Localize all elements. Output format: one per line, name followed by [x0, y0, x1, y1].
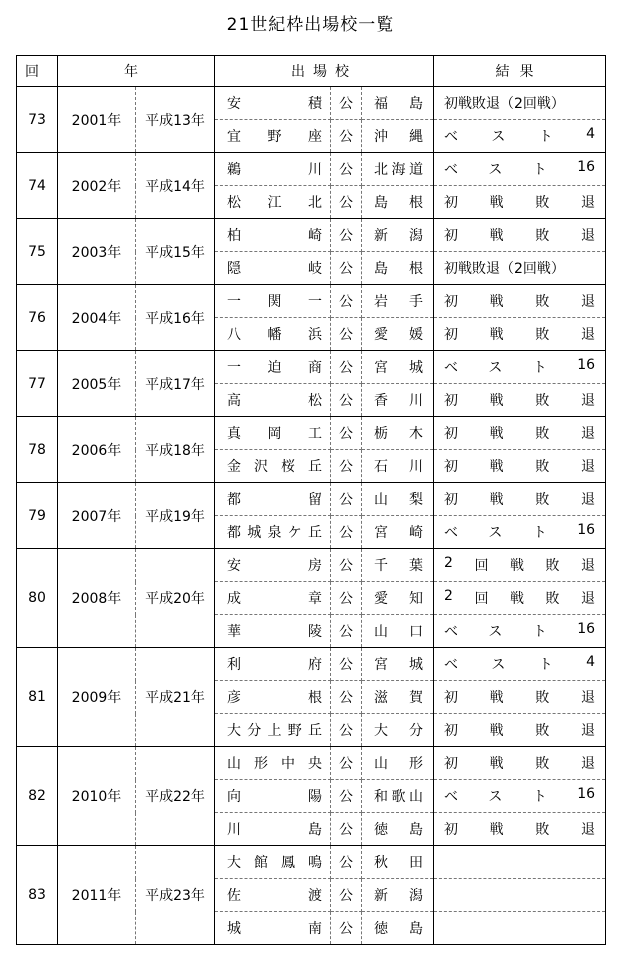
prefecture-cell: [362, 120, 434, 153]
school-name-cell: [215, 912, 331, 945]
round-cell: 75: [17, 219, 58, 285]
result-text: 初 戦 敗 退: [444, 492, 595, 508]
table-row: [17, 417, 606, 450]
school-name: 成 章: [227, 591, 322, 607]
public-label: 公: [331, 516, 362, 549]
prefecture-name: 愛 媛: [374, 327, 424, 343]
result-cell: [434, 780, 606, 813]
round-cell: 83: [17, 846, 58, 945]
public-label: 公: [331, 351, 362, 384]
school-name: 金 沢 桜 丘: [227, 459, 322, 475]
school-name: 大 分 上 野 丘: [227, 723, 322, 739]
result-text: 2 回 戦 敗 退: [444, 555, 595, 574]
result-text: 2 回 戦 敗 退: [444, 588, 595, 607]
round-cell: 77: [17, 351, 58, 417]
result-text: 初 戦 敗 退: [444, 756, 595, 772]
result-text: 初 戦 敗 退: [444, 822, 595, 838]
round-header: 回: [17, 56, 58, 87]
school-name: 鵜 川: [227, 162, 322, 178]
year-ad-cell: 2006年: [58, 417, 136, 483]
school-name: 彦 根: [227, 690, 322, 706]
prefecture-cell: [362, 846, 434, 879]
table-row: [17, 87, 606, 120]
result-cell: [434, 516, 606, 549]
school-name-cell: [215, 879, 331, 912]
round-cell: 80: [17, 549, 58, 648]
year-ad-cell: 2008年: [58, 549, 136, 648]
prefecture-cell: [362, 483, 434, 516]
result-text: ベ ス ト 16: [444, 621, 596, 640]
public-label: 公: [331, 450, 362, 483]
school-name: 一 関 一: [227, 294, 322, 310]
prefecture-name: 岩 手: [374, 294, 424, 310]
result-cell: [434, 186, 606, 219]
school-name: 城 南: [227, 921, 322, 937]
school-name-cell: [215, 318, 331, 351]
table-row: [17, 846, 606, 879]
result-text: 初 戦 敗 退: [444, 195, 595, 211]
public-label: 公: [331, 384, 362, 417]
result-cell: [434, 846, 606, 879]
school-name: 真 岡 工: [227, 426, 322, 442]
prefecture-name: 秋 田: [374, 855, 424, 871]
school-name: 高 松: [227, 393, 322, 409]
prefecture-name: 宮 城: [374, 657, 424, 673]
prefecture-name: 島 根: [374, 261, 424, 277]
prefecture-name: 愛 知: [374, 591, 424, 607]
result-cell: [434, 483, 606, 516]
school-name-cell: [215, 219, 331, 252]
school-name-cell: [215, 681, 331, 714]
result-cell: [434, 153, 606, 186]
prefecture-name: 山 形: [374, 756, 424, 772]
school-name: 山 形 中 央: [227, 756, 322, 772]
prefecture-name: 沖 縄: [374, 129, 424, 145]
school-name: 大 館 鳳 鳴: [227, 855, 322, 871]
prefecture-cell: [362, 318, 434, 351]
year-jp-cell: 平成18年: [136, 417, 215, 483]
result-cell: [434, 681, 606, 714]
round-cell: 81: [17, 648, 58, 747]
year-ad-cell: 2010年: [58, 747, 136, 846]
public-label: 公: [331, 219, 362, 252]
public-label: 公: [331, 549, 362, 582]
result-cell: [434, 120, 606, 153]
result-text: 初 戦 敗 退: [444, 228, 595, 244]
year-ad-cell: 2003年: [58, 219, 136, 285]
table-row: [17, 351, 606, 384]
public-label: 公: [331, 879, 362, 912]
table-row: [17, 648, 606, 681]
prefecture-name: 徳 島: [374, 921, 424, 937]
result-text: 初戦敗退（2回戦）: [444, 96, 565, 112]
result-cell: [434, 219, 606, 252]
prefecture-name: 和 歌 山: [374, 789, 423, 805]
prefecture-name: 徳 島: [374, 822, 424, 838]
result-cell: [434, 318, 606, 351]
prefecture-name: 新 潟: [374, 888, 424, 904]
result-text: ベ ス ト 16: [444, 159, 596, 178]
school-name: 隠 岐: [227, 261, 322, 277]
round-cell: 74: [17, 153, 58, 219]
school-name-cell: [215, 483, 331, 516]
year-ad-cell: 2009年: [58, 648, 136, 747]
year-ad-cell: 2004年: [58, 285, 136, 351]
school-name-cell: [215, 747, 331, 780]
prefecture-name: 宮 城: [374, 360, 424, 376]
result-cell: [434, 285, 606, 318]
page-title: 21世紀枠出場校一覧: [226, 15, 395, 35]
prefecture-cell: [362, 615, 434, 648]
year-jp-cell: 平成15年: [136, 219, 215, 285]
result-cell: [434, 747, 606, 780]
result-text: 初 戦 敗 退: [444, 459, 595, 475]
school-name-cell: [215, 549, 331, 582]
result-cell: [434, 549, 606, 582]
result-cell: [434, 615, 606, 648]
round-cell: 76: [17, 285, 58, 351]
result-text: 初 戦 敗 退: [444, 690, 595, 706]
prefecture-name: 山 梨: [374, 492, 424, 508]
prefecture-cell: [362, 384, 434, 417]
prefecture-cell: [362, 582, 434, 615]
result-text: ベ ス ト 4: [444, 654, 596, 673]
school-name-cell: [215, 714, 331, 747]
prefecture-cell: [362, 813, 434, 846]
selection-table: [16, 55, 606, 945]
year-ad-cell: 2007年: [58, 483, 136, 549]
prefecture-name: 香 川: [374, 393, 424, 409]
year-ad-cell: 2005年: [58, 351, 136, 417]
prefecture-name: 山 口: [374, 624, 424, 640]
prefecture-cell: [362, 549, 434, 582]
year-jp-cell: 平成20年: [136, 549, 215, 648]
prefecture-cell: [362, 186, 434, 219]
prefecture-name: 栃 木: [374, 426, 424, 442]
public-label: 公: [331, 912, 362, 945]
result-cell: [434, 252, 606, 285]
table-row: [17, 219, 606, 252]
year-ad-cell: 2002年: [58, 153, 136, 219]
public-label: 公: [331, 813, 362, 846]
school-name-cell: [215, 582, 331, 615]
prefecture-cell: [362, 87, 434, 120]
prefecture-cell: [362, 780, 434, 813]
school-name-cell: [215, 648, 331, 681]
public-label: 公: [331, 483, 362, 516]
school-name-cell: [215, 285, 331, 318]
school-name-cell: [215, 516, 331, 549]
school-name: 八 幡 浜: [227, 327, 322, 343]
public-label: 公: [331, 417, 362, 450]
school-name: 安 積: [227, 96, 322, 112]
public-label: 公: [331, 780, 362, 813]
prefecture-cell: [362, 219, 434, 252]
year-jp-cell: 平成19年: [136, 483, 215, 549]
prefecture-cell: [362, 681, 434, 714]
prefecture-name: 石 川: [374, 459, 424, 475]
school-name-cell: [215, 351, 331, 384]
public-label: 公: [331, 285, 362, 318]
result-cell: [434, 417, 606, 450]
result-cell: [434, 912, 606, 945]
school-name-cell: [215, 153, 331, 186]
school-name: 宜 野 座: [227, 129, 322, 145]
school-name: 安 房: [227, 558, 322, 574]
year-header: 年: [58, 56, 215, 87]
result-text: 初 戦 敗 退: [444, 327, 595, 343]
public-label: 公: [331, 747, 362, 780]
school-name-cell: [215, 615, 331, 648]
result-cell: [434, 582, 606, 615]
prefecture-cell: [362, 516, 434, 549]
result-text: 初 戦 敗 退: [444, 723, 595, 739]
result-header: 結果: [434, 56, 606, 87]
prefecture-cell: [362, 450, 434, 483]
prefecture-name: 宮 崎: [374, 525, 424, 541]
school-name-cell: [215, 120, 331, 153]
public-label: 公: [331, 681, 362, 714]
school-name: 柏 崎: [227, 228, 322, 244]
school-name-cell: [215, 87, 331, 120]
school-name: 都 留: [227, 492, 322, 508]
prefecture-cell: [362, 879, 434, 912]
prefecture-cell: [362, 153, 434, 186]
result-cell: [434, 714, 606, 747]
school-name: 華 陵: [227, 624, 322, 640]
prefecture-cell: [362, 714, 434, 747]
prefecture-name: 新 潟: [374, 228, 424, 244]
prefecture-cell: [362, 285, 434, 318]
result-text: ベ ス ト 16: [444, 522, 596, 541]
round-cell: 78: [17, 417, 58, 483]
public-label: 公: [331, 318, 362, 351]
result-text: 初戦敗退（2回戦）: [444, 261, 565, 277]
table-row: [17, 153, 606, 186]
school-name-cell: [215, 813, 331, 846]
school-name-cell: [215, 186, 331, 219]
round-cell: 82: [17, 747, 58, 846]
result-text: 初 戦 敗 退: [444, 393, 595, 409]
prefecture-name: 千 葉: [374, 558, 424, 574]
public-label: 公: [331, 714, 362, 747]
school-name-cell: [215, 252, 331, 285]
year-jp-cell: 平成17年: [136, 351, 215, 417]
school-name-cell: [215, 780, 331, 813]
public-label: 公: [331, 582, 362, 615]
year-jp-cell: 平成13年: [136, 87, 215, 153]
school-name-cell: [215, 384, 331, 417]
prefecture-name: 大 分: [374, 723, 424, 739]
table-row: [17, 285, 606, 318]
school-name: 向 陽: [227, 789, 322, 805]
prefecture-cell: [362, 417, 434, 450]
year-jp-cell: 平成21年: [136, 648, 215, 747]
round-cell: 79: [17, 483, 58, 549]
header-row: [17, 56, 606, 87]
year-jp-cell: 平成16年: [136, 285, 215, 351]
result-cell: [434, 450, 606, 483]
school-name: 川 島: [227, 822, 322, 838]
result-cell: [434, 87, 606, 120]
public-label: 公: [331, 186, 362, 219]
prefecture-cell: [362, 747, 434, 780]
public-label: 公: [331, 615, 362, 648]
public-label: 公: [331, 153, 362, 186]
public-label: 公: [331, 252, 362, 285]
school-name-cell: [215, 450, 331, 483]
round-cell: 73: [17, 87, 58, 153]
year-jp-cell: 平成23年: [136, 846, 215, 945]
result-text: 初 戦 敗 退: [444, 426, 595, 442]
school-name: 一 迫 商: [227, 360, 322, 376]
table-row: [17, 747, 606, 780]
table-row: [17, 549, 606, 582]
year-ad-cell: 2001年: [58, 87, 136, 153]
school-name: 松 江 北: [227, 195, 322, 211]
school-name: 佐 渡: [227, 888, 322, 904]
school-name: 都 城 泉 ケ 丘: [227, 525, 322, 541]
prefecture-cell: [362, 912, 434, 945]
prefecture-name: 島 根: [374, 195, 424, 211]
result-text: 初 戦 敗 退: [444, 294, 595, 310]
prefecture-cell: [362, 648, 434, 681]
public-label: 公: [331, 648, 362, 681]
public-label: 公: [331, 846, 362, 879]
result-text: ベ ス ト 16: [444, 357, 596, 376]
school-header: 出場校: [215, 56, 434, 87]
school-name: 利 府: [227, 657, 322, 673]
school-name-cell: [215, 417, 331, 450]
prefecture-cell: [362, 252, 434, 285]
prefecture-name: 北 海 道: [374, 162, 423, 178]
result-cell: [434, 384, 606, 417]
prefecture-name: 福 島: [374, 96, 424, 112]
prefecture-name: 滋 賀: [374, 690, 424, 706]
result-text: ベ ス ト 4: [444, 126, 596, 145]
result-cell: [434, 648, 606, 681]
year-jp-cell: 平成14年: [136, 153, 215, 219]
result-cell: [434, 813, 606, 846]
table-row: [17, 483, 606, 516]
result-cell: [434, 351, 606, 384]
result-cell: [434, 879, 606, 912]
prefecture-cell: [362, 351, 434, 384]
year-jp-cell: 平成22年: [136, 747, 215, 846]
public-label: 公: [331, 87, 362, 120]
school-name-cell: [215, 846, 331, 879]
year-ad-cell: 2011年: [58, 846, 136, 945]
result-text: ベ ス ト 16: [444, 786, 596, 805]
public-label: 公: [331, 120, 362, 153]
